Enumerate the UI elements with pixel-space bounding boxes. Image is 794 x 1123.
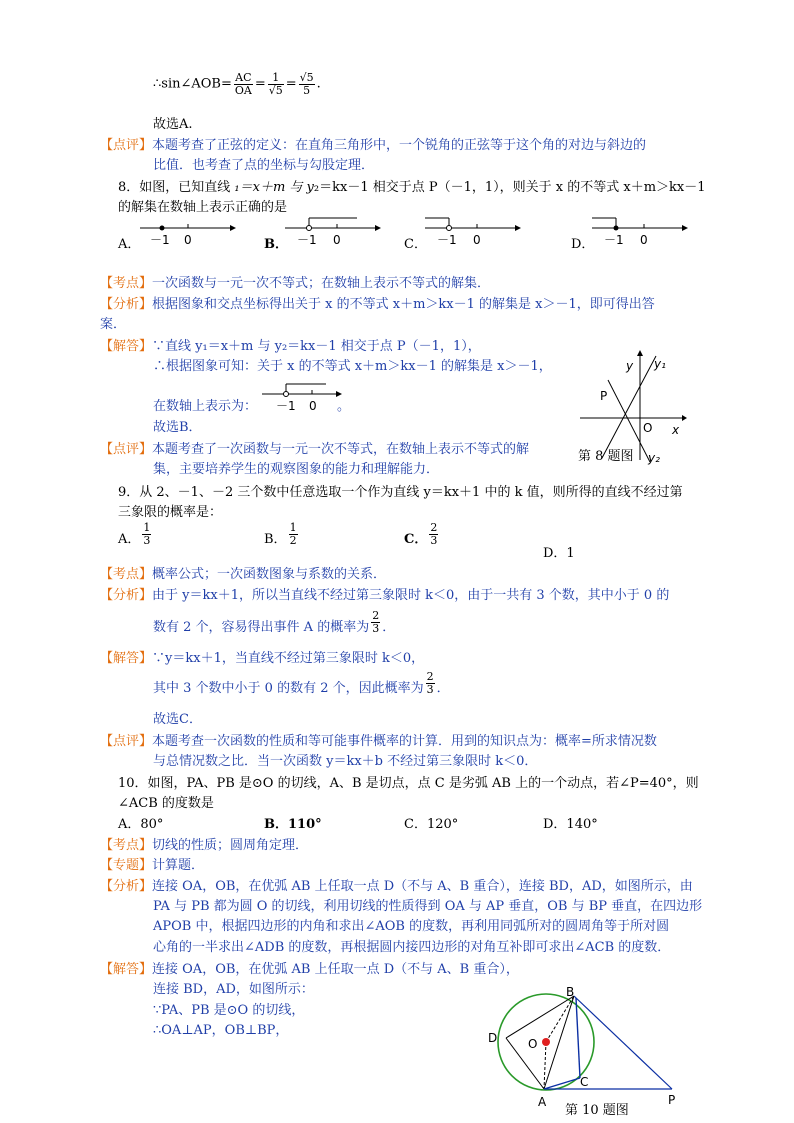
svg-text:0: 0 — [309, 399, 317, 413]
q9-jieda-line2: 其中 3 个数中小于 0 的数有 2 个，因此概率为 $\frac{2}{3}$ ． — [153, 670, 450, 696]
q8-jieda-line3: 在数轴上表示为： — [153, 399, 258, 414]
q9-jieda-line3: 故选C． — [153, 712, 202, 727]
svg-text:0: 0 — [184, 233, 192, 247]
fraction-1-root5: $\frac{1}{√5}$ — [268, 71, 283, 97]
svg-text:y: y — [626, 359, 634, 373]
segment-ob — [546, 996, 574, 1042]
q8-dianping-line2: 集，主要培养学生的观察图象的能力和理解能力． — [153, 462, 440, 477]
q9-option-d: D．1 — [543, 546, 575, 561]
q8-figure-caption: 第 8 题图 — [578, 449, 634, 464]
q8-jieda-numberline — [262, 380, 346, 414]
q10-jieda-line2: 连接 BD，AD，如图所示： — [153, 982, 314, 997]
q9-stem-line2: 三象限的概率是： — [118, 505, 223, 520]
q8-jieda: 【解答】∵直线 y₁＝x＋m 与 y₂＝kx－1 相交于点 P（－1，1）， — [100, 339, 481, 354]
svg-text:0: 0 — [333, 233, 341, 247]
svg-text:x: x — [672, 423, 680, 437]
q8-stem-line2: 的解集在数轴上表示正确的是 — [118, 200, 288, 215]
q8-jieda-line2: ∴根据图象可知：关于 x 的不等式 x＋m＞kx－1 的解集是 x＞－1， — [153, 359, 552, 374]
q8-numberline-b — [285, 214, 385, 248]
comment-top-line2: 比值．也考查了点的坐标与勾股定理． — [153, 158, 375, 173]
q9-option-c: C． $\frac{2}{3}$ — [404, 521, 438, 547]
q10-figure-caption: 第 10 题图 — [565, 1103, 629, 1118]
q10-fenxi: 【分析】连接 OA，OB，在优弧 AB 上任取一点 D（不与 A、B 重合），连接 BD，AD，如图所示，由 — [100, 879, 693, 894]
q10-zhuanti: 【专题】计算题． — [100, 858, 205, 873]
q9-dianping-line2: 与总情况数之比．当一次函数 y＝kx＋b 不经过第三象限时 k＜0． — [153, 754, 538, 769]
svg-text:－1: －1 — [297, 233, 317, 247]
center-point — [542, 1038, 550, 1046]
q10-figure — [484, 986, 684, 1108]
q9-fenxi-line2: 数有 2 个，容易得出事件 A 的概率为 $\frac{2}{3}$ ． — [153, 609, 396, 635]
fraction-ac-oa: $\frac{AC}{OA}$ — [234, 71, 252, 97]
segment-oa — [544, 1042, 546, 1089]
comment-top: 【点评】本题考查了正弦的定义：在直角三角形中，一个锐角的正弦等于这个角的对边与斜边的 — [100, 138, 647, 153]
segment-cb — [576, 998, 580, 1078]
q10-fenxi-line2: PA 与 PB 都为圆 O 的切线，利用切线的性质得到 OA 与 AP 垂直，OB 与 BP 垂直，在四边形 — [153, 899, 703, 914]
q8-numberline-d — [592, 214, 692, 248]
q10-kaodian: 【考点】切线的性质；圆周角定理． — [100, 838, 309, 853]
q8-stem-line1: 8．如图，已知直线 ₁＝x＋m 与 y₂＝kx－1 相交于点 P（－1，1），则关于 x 的不等式 x＋m＞kx－1 — [118, 180, 706, 195]
q8-jieda-line4: 故选B． — [153, 420, 202, 435]
svg-text:y₂: y₂ — [648, 451, 660, 465]
q10-option-d: D．140° — [543, 817, 598, 832]
q9-kaodian: 【考点】概率公式；一次函数图象与系数的关系． — [100, 567, 387, 582]
svg-text:P: P — [600, 389, 608, 403]
q10-fenxi-line3: APOB 中，根据四边形的内角和求出∠AOB 的度数，再利用同弧所对的圆周角等于所对圆 — [153, 919, 670, 934]
q8-numberline-a — [140, 218, 240, 248]
q9-jieda: 【解答】∵y＝kx＋1，当直线不经过第三象限时 k＜0， — [100, 651, 425, 666]
q10-option-a: A．80° — [118, 817, 164, 832]
sine-equation: ∴sin∠AOB= $\frac{AC}{OA}$ = $\frac{1}{√5}$ = $\frac{√5}{5}$ . — [153, 71, 321, 97]
q8-fenxi: 【分析】根据图象和交点坐标得出关于 x 的不等式 x＋m＞kx－1 的解集是 x＞－1，即可得出答 — [100, 297, 655, 312]
svg-text:A: A — [538, 1095, 547, 1108]
q10-option-b: B．110° — [264, 817, 322, 832]
q8-dianping: 【点评】本题考查了一次函数与一元一次不等式，在数轴上表示不等式的解 — [100, 442, 530, 457]
q10-jieda-line3: ∵PA、PB 是⊙O 的切线， — [153, 1003, 305, 1018]
fraction-root5-5: $\frac{√5}{5}$ — [299, 71, 314, 97]
q8-option-b-label: B． — [264, 237, 288, 252]
segment-da — [506, 1038, 544, 1089]
svg-text:0: 0 — [473, 233, 481, 247]
svg-text:P: P — [668, 1093, 676, 1107]
q8-kaodian: 【考点】一次函数与一元一次不等式；在数轴上表示不等式的解集． — [100, 276, 491, 291]
svg-text:－1: －1 — [604, 233, 624, 247]
svg-text:－1: －1 — [276, 399, 296, 413]
q9-dianping: 【点评】本题考查一次函数的性质和等可能事件概率的计算．用到的知识点为：概率=所求情况数 — [100, 734, 657, 749]
svg-text:D: D — [488, 1031, 498, 1045]
q10-jieda: 【解答】连接 OA，OB，在优弧 AB 上任取一点 D（不与 A、B 重合）， — [100, 962, 519, 977]
q9-option-a: A． $\frac{1}{3}$ — [118, 521, 151, 547]
svg-text:C: C — [580, 1075, 589, 1089]
q10-stem-line1: 10．如图，PA、PB 是⊙O 的切线，A、B 是切点，点 C 是劣弧 AB 上的一个动点，若∠P=40°，则 — [118, 776, 699, 791]
svg-text:B: B — [566, 986, 575, 999]
q9-fenxi: 【分析】由于 y＝kx＋1，所以当直线不经过第三象限时 k＜0，由于一共有 3 个数，其中小于 0 的 — [100, 588, 670, 603]
svg-text:－1: －1 — [150, 233, 170, 247]
segment-db — [506, 996, 574, 1038]
q10-jieda-line4: ∴OA⊥AP，OB⊥BP， — [153, 1023, 289, 1038]
q10-stem-line2: ∠ACB 的度数是 — [118, 796, 214, 811]
q8-option-c-label: C． — [404, 237, 427, 252]
svg-text:y₁: y₁ — [654, 357, 666, 371]
q8-jieda-line3-end: 。 — [337, 399, 351, 414]
q10-option-c: C．120° — [404, 817, 459, 832]
q8-option-a-label: A． — [118, 237, 141, 252]
q8-numberline-c — [425, 214, 525, 248]
choose-a: 故选A. — [153, 117, 193, 132]
q9-option-b: B． $\frac{1}{2}$ — [264, 521, 297, 547]
svg-text:0: 0 — [640, 233, 648, 247]
q10-fenxi-line4: 心角的一半求出∠ADB 的度数，再根据圆内接四边形的对角互补即可求出∠ACB 的度数． — [153, 940, 671, 955]
q9-stem-line1: 9．从 2、－1、－2 三个数中任意选取一个作为直线 y＝kx＋1 中的 k 值，则所得的直线不经过第 — [118, 485, 683, 500]
q8-option-d-label: D． — [571, 237, 595, 252]
svg-text:O: O — [528, 1037, 538, 1051]
svg-text:O: O — [643, 421, 653, 435]
sine-prefix: ∴sin∠AOB= — [153, 76, 232, 92]
q8-fenxi-line2: 案． — [100, 317, 127, 332]
svg-text:－1: －1 — [437, 233, 457, 247]
tangent-pb — [574, 996, 672, 1089]
